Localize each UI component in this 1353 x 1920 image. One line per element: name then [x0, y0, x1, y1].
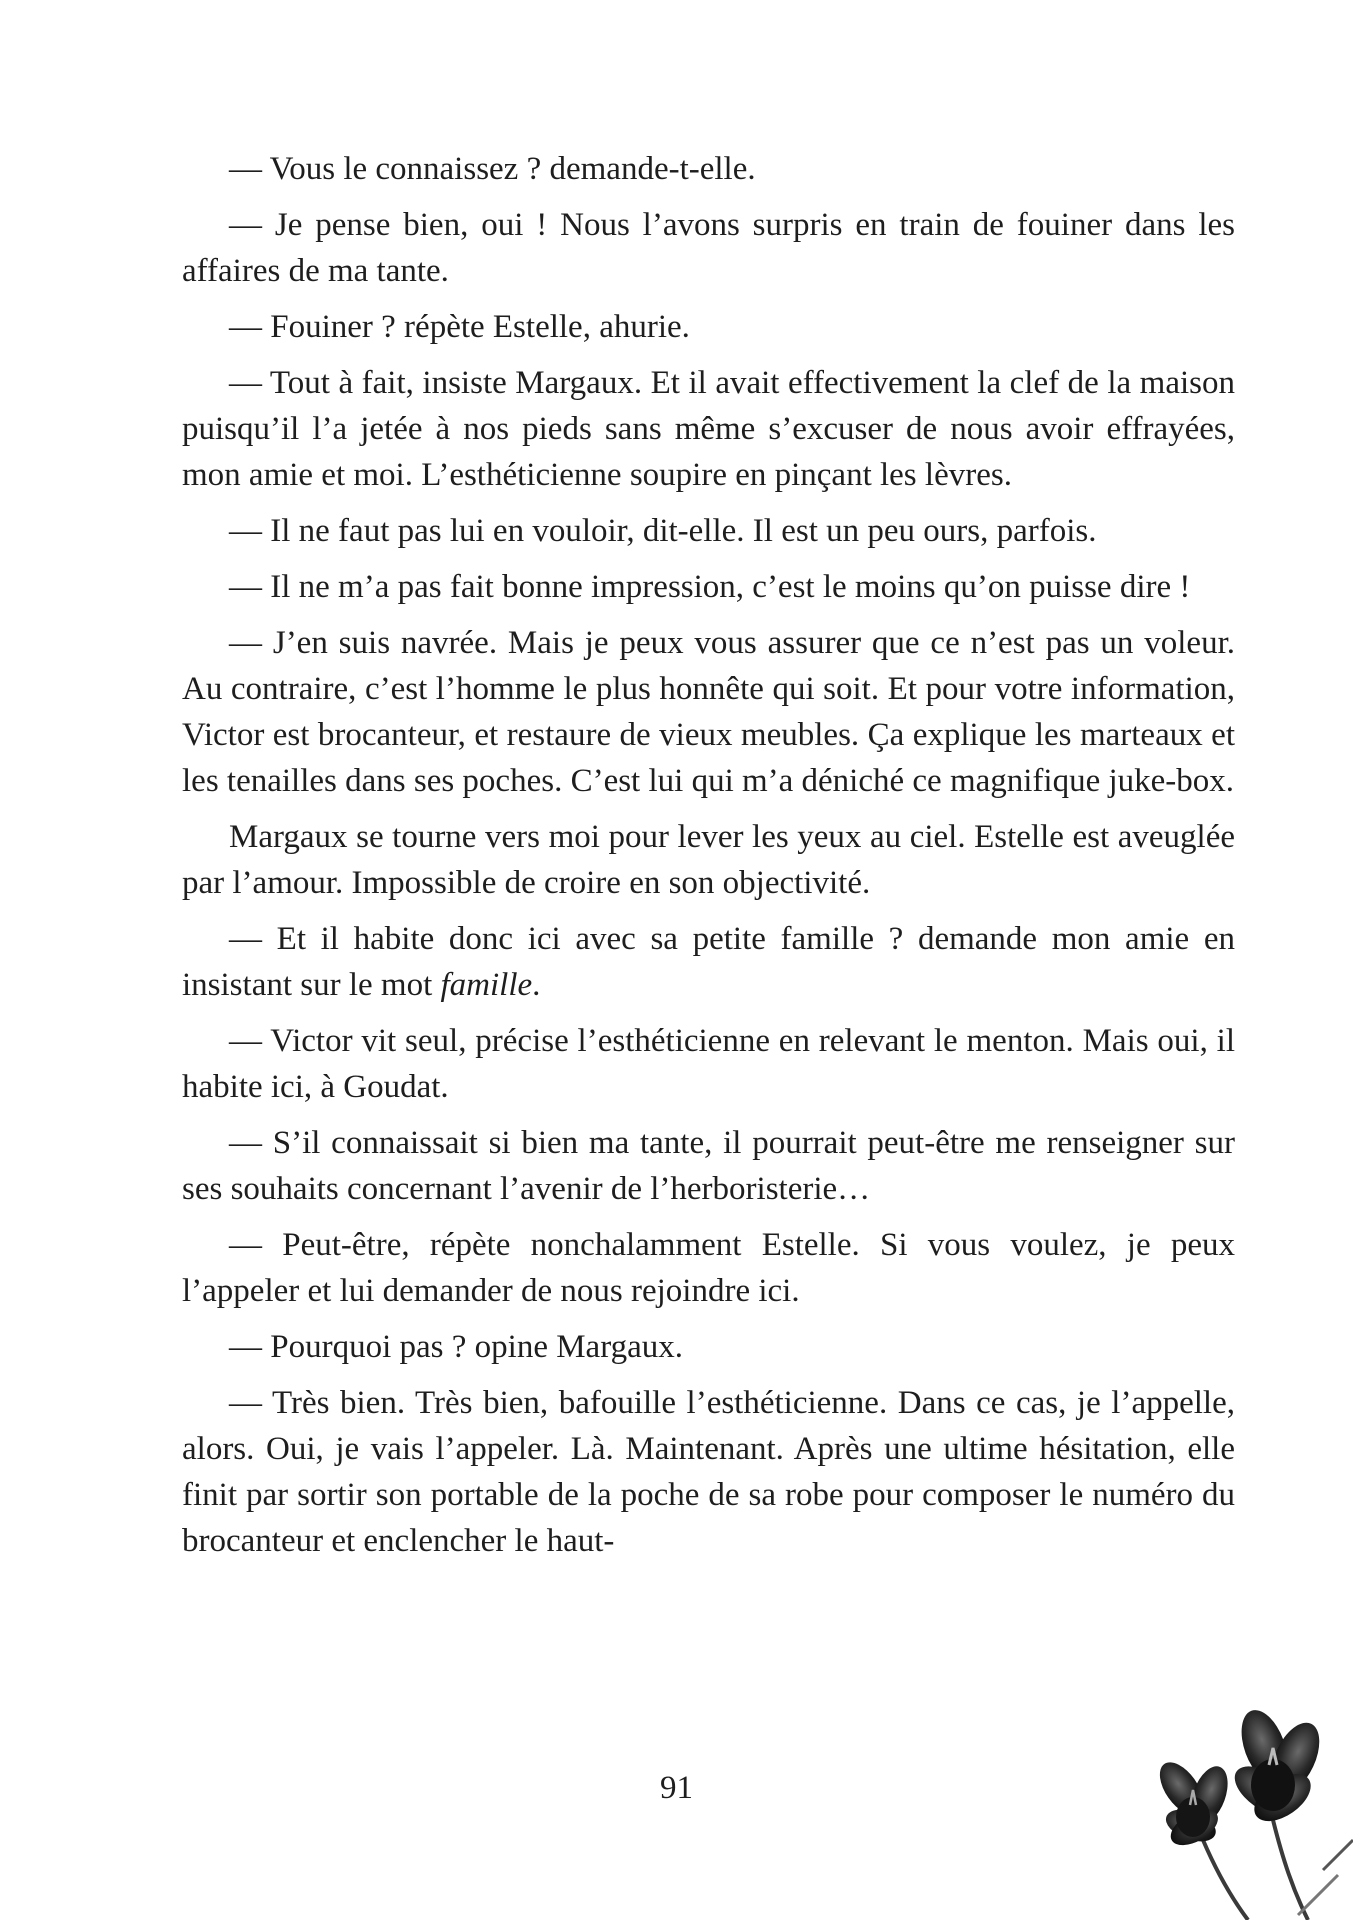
crocus-flower-illustration: [1123, 1700, 1353, 1920]
paragraph-14: — Très bien. Très bien, bafouille l’esthéticienne. Dans ce cas, je l’appelle, alors. Oui, je vais l’appeler. Là. Maintenant. Après une ultime hésitation, elle finit par sortir son portable de la poche de sa robe pour composer le numéro du brocanteur et enclencher le haut-: [182, 1385, 1235, 1559]
paragraph-9: [182, 916, 1235, 1008]
paragraph-2: — Je pense bien, oui ! Nous l’avons surpris en train de fouiner dans les affaires de ma tante.: [182, 207, 1235, 289]
paragraph-11: — S’il connaissait si bien ma tante, il pourrait peut-être me renseigner sur ses souhaits concernant l’avenir de l’herboristerie…: [182, 1125, 1235, 1207]
paragraph-3: — Fouiner ? répète Estelle, ahurie.: [229, 309, 690, 345]
paragraph-9-end: .: [532, 967, 541, 1003]
italic-word: famille: [440, 967, 533, 1003]
paragraph-4: — Tout à fait, insiste Margaux. Et il avait effectivement la clef de la maison puisqu’il l’a jetée à nos pieds sans même s’excuser de nous avoir effrayées, mon amie et moi. L’esthéticienne soupire en pinçant les lèvres.: [182, 365, 1235, 493]
paragraph-12: — Peut-être, répète nonchalamment Estelle. Si vous voulez, je peux l’appeler et lui demander de nous rejoindre ici.: [182, 1227, 1235, 1309]
paragraph-5: — Il ne faut pas lui en vouloir, dit-elle. Il est un peu ours, parfois.: [229, 513, 1097, 549]
paragraph-8: Margaux se tourne vers moi pour lever les yeux au ciel. Estelle est aveuglée par l’amour. Impossible de croire en son objectivité.: [182, 819, 1235, 901]
paragraph-1: — Vous le connaissez ? demande-t-elle.: [229, 151, 756, 187]
paragraph-13: — Pourquoi pas ? opine Margaux.: [229, 1329, 683, 1365]
paragraph-9-text: — Et il habite donc ici avec sa petite famille ? demande mon amie en insistant sur le mot: [182, 921, 1235, 1003]
body-text: [182, 146, 1235, 1574]
page-number: 91: [660, 1770, 693, 1806]
paragraph-6: — Il ne m’a pas fait bonne impression, c’est le moins qu’on puisse dire !: [229, 569, 1191, 605]
paragraph-7: — J’en suis navrée. Mais je peux vous assurer que ce n’est pas un voleur. Au contraire, c’est l’homme le plus honnête qui soit. Et pour votre information, Victor est brocanteur, et restaure de vieux meubles. Ça explique les marteaux et les tenailles dans ses poches. C’est lui qui m’a déniché ce magnifique juke-box.: [182, 625, 1235, 799]
paragraph-10: — Victor vit seul, précise l’esthéticienne en relevant le menton. Mais oui, il habite ici, à Goudat.: [182, 1023, 1235, 1105]
